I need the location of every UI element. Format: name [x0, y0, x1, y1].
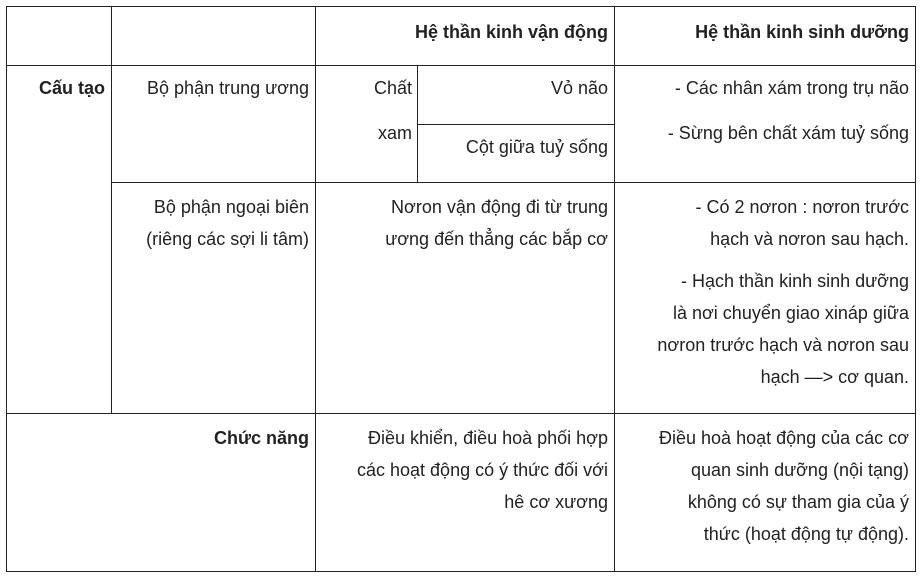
peripheral-autonomic-line: - Hạch thần kinh sinh dưỡng: [681, 271, 909, 291]
function-autonomic-line: Điều hoà hoạt động của các cơ: [659, 428, 909, 448]
function-autonomic-line: thức (hoạt động tự động).: [703, 524, 909, 544]
comparison-table: [6, 6, 916, 572]
central-autonomic-item: - Sừng bên chất xám tuỷ sống: [667, 123, 909, 143]
peripheral-label: [112, 191, 309, 255]
table-border-bottom: [6, 571, 916, 572]
peripheral-label-line: Bộ phận ngoại biên: [153, 197, 309, 217]
peripheral-autonomic-line: hạch —> cơ quan.: [760, 367, 909, 387]
function-motor-line: hê cơ xương: [504, 492, 608, 512]
peripheral-autonomic-line: nơron trước hạch và nơron sau: [657, 335, 909, 355]
peripheral-motor-text: [316, 191, 608, 255]
table-border-right: [915, 6, 916, 572]
peripheral-autonomic-line: là nơi chuyển giao xináp giữa: [672, 303, 909, 323]
structure-label: Cấu tạo: [38, 78, 105, 98]
grey-matter-line2: xam: [377, 123, 412, 143]
col1-divider-top: [111, 6, 112, 66]
header-row-divider: [6, 65, 916, 66]
function-motor-text: [316, 422, 608, 518]
function-label: Chức năng: [213, 428, 309, 448]
function-motor-line: các hoạt động có ý thức đối với: [357, 460, 608, 480]
header-autonomic: Hệ thần kinh sinh dưỡng: [695, 22, 909, 42]
central-peripheral-divider: [111, 182, 916, 183]
function-autonomic-text: [615, 422, 909, 550]
header-motor: Hệ thần kinh vận động: [414, 22, 608, 42]
function-autonomic-line: không có sự tham gia của ý: [687, 492, 909, 512]
grey-matter-line1: Chất: [373, 78, 412, 98]
peripheral-autonomic-line: - Có 2 nơron : nơron trước: [695, 197, 909, 217]
grey-matter-inner-divider: [417, 124, 614, 125]
function-autonomic-line: quan sinh dưỡng (nội tạng): [691, 460, 909, 480]
peripheral-motor-line: Nơron vận động đi từ trung: [391, 197, 608, 217]
function-motor-line: Điều khiển, điều hoà phối hợp: [368, 428, 608, 448]
peripheral-label-line: (riêng các sợi li tâm): [146, 229, 309, 249]
peripheral-motor-line: ương đến thẳng các bắp cơ: [385, 229, 608, 249]
central-label: Bộ phận trung ương: [147, 78, 309, 98]
peripheral-autonomic-text: [615, 191, 909, 393]
central-autonomic-item: - Các nhân xám trong trụ não: [674, 78, 909, 98]
spinal-column-label: Cột giữa tuỷ sống: [465, 137, 608, 157]
cortex-label: Vỏ não: [550, 78, 608, 98]
structure-function-divider: [6, 413, 916, 414]
table-border-top: [6, 6, 916, 7]
peripheral-autonomic-line: hạch và nơron sau hạch.: [710, 229, 909, 249]
